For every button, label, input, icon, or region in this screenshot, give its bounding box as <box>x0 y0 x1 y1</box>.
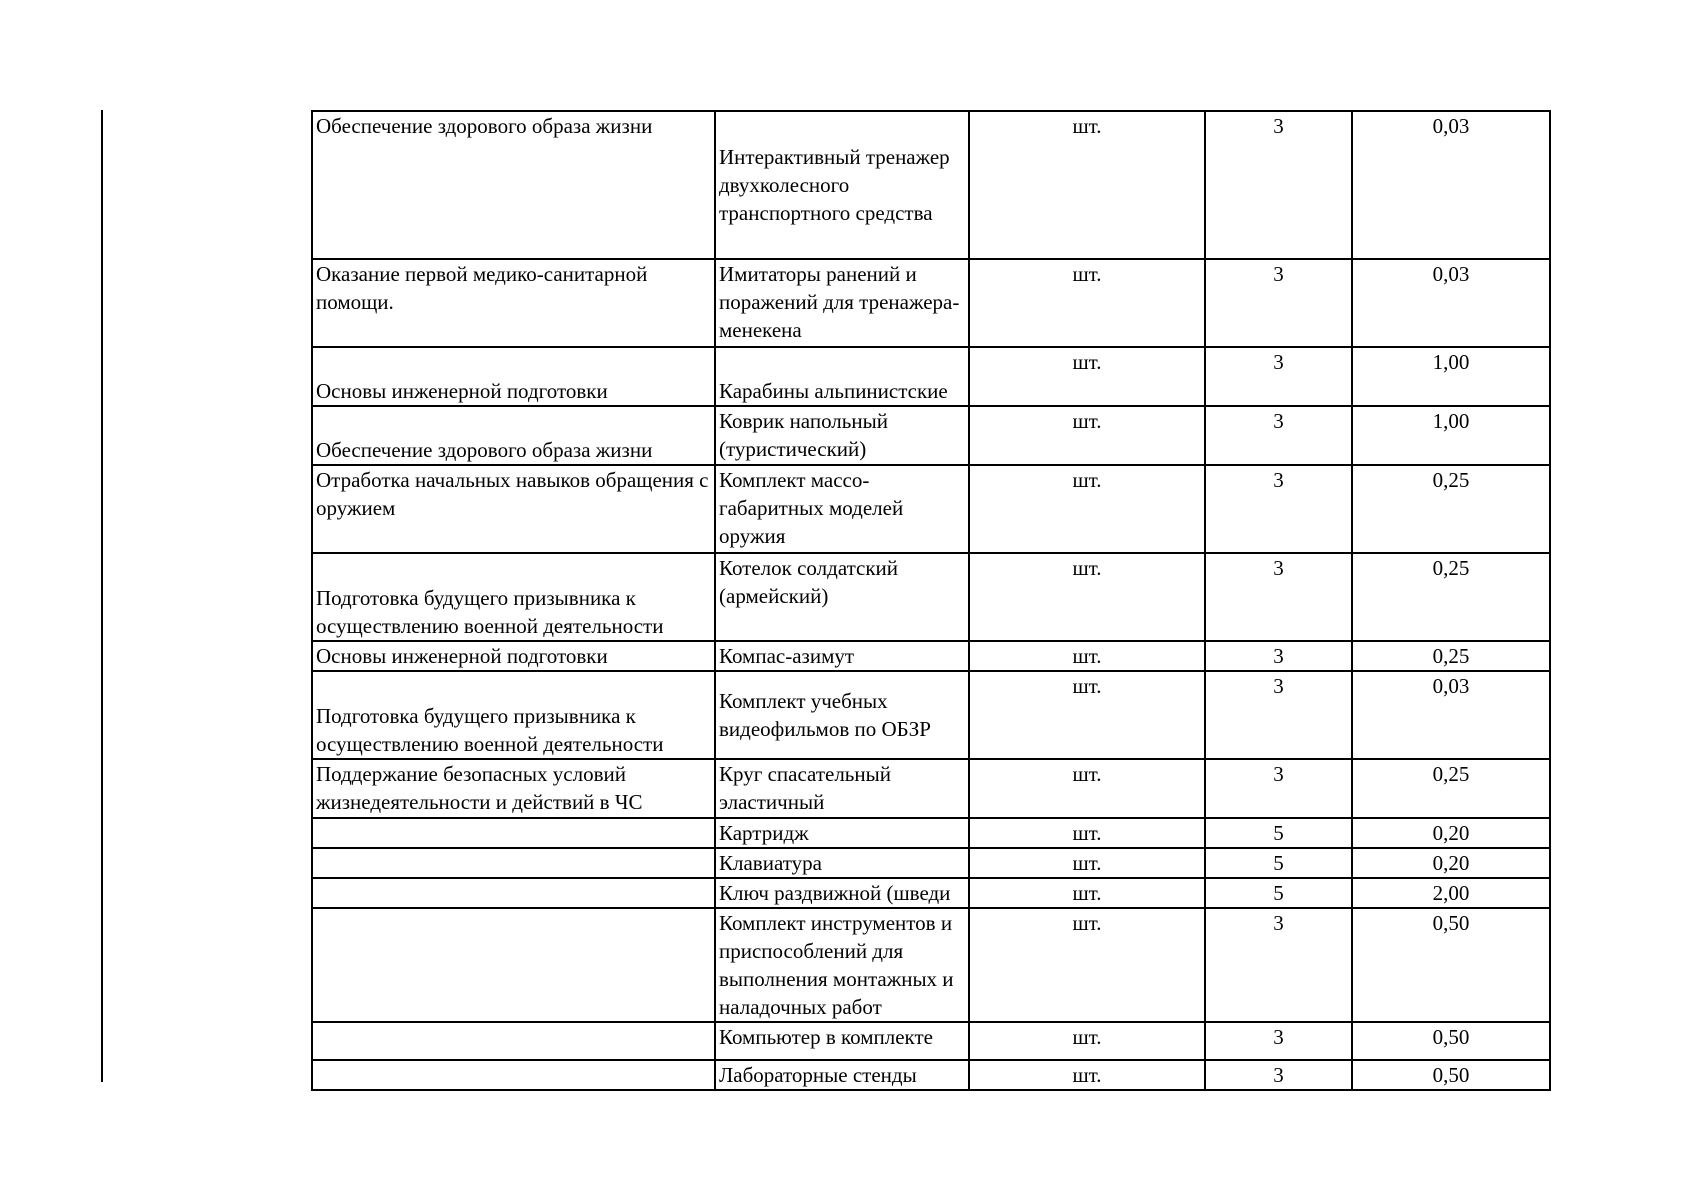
unit-cell: шт. <box>969 111 1205 259</box>
section-cell <box>312 1060 715 1090</box>
qty-cell: 3 <box>1205 1022 1352 1060</box>
unit-cell: шт. <box>969 818 1205 848</box>
unit-cell: шт. <box>969 406 1205 465</box>
qty-cell: 5 <box>1205 818 1352 848</box>
item-cell: Комплект учебных видеофильмов по ОБЗР <box>715 671 969 759</box>
table-row <box>312 1022 1550 1060</box>
table-row <box>312 259 1550 347</box>
item-cell: Котелок солдатский (армейский) <box>715 553 969 641</box>
item-cell: Картридж <box>715 818 969 848</box>
qty-cell: 3 <box>1205 908 1352 1022</box>
unit-cell: шт. <box>969 347 1205 406</box>
unit-cell: шт. <box>969 641 1205 671</box>
item-cell: Комплект инструментов и приспособлений для выполнения монтажных и наладочных работ <box>715 908 969 1022</box>
equipment-table <box>311 110 1551 1091</box>
unit-cell: шт. <box>969 908 1205 1022</box>
table-row <box>312 908 1550 1022</box>
item-cell: Имитаторы ранений и поражений для тренажера-менекена <box>715 259 969 347</box>
section-cell <box>312 1022 715 1060</box>
unit-cell: шт. <box>969 1060 1205 1090</box>
section-cell: Основы инженерной подготовки <box>312 641 715 671</box>
norm-cell: 0,50 <box>1352 1022 1550 1060</box>
norm-cell: 0,25 <box>1352 759 1550 818</box>
unit-cell: шт. <box>969 878 1205 908</box>
section-cell: Отработка начальных навыков обращения с оружием <box>312 465 715 553</box>
unit-cell: шт. <box>969 759 1205 818</box>
item-cell: Клавиатура <box>715 848 969 878</box>
qty-cell: 3 <box>1205 465 1352 553</box>
norm-cell: 1,00 <box>1352 347 1550 406</box>
section-cell: Подготовка будущего призывника к осуществлению военной деятельности <box>312 553 715 641</box>
section-cell: Обеспечение здорового образа жизни <box>312 406 715 465</box>
norm-cell: 1,00 <box>1352 406 1550 465</box>
page-margin-line <box>101 110 103 1082</box>
table-row <box>312 465 1550 553</box>
table-row <box>312 553 1550 641</box>
table-row <box>312 878 1550 908</box>
unit-cell: шт. <box>969 553 1205 641</box>
table-row <box>312 347 1550 406</box>
item-cell: Коврик напольный (туристический) <box>715 406 969 465</box>
qty-cell: 3 <box>1205 553 1352 641</box>
qty-cell: 5 <box>1205 878 1352 908</box>
norm-cell: 0,25 <box>1352 465 1550 553</box>
qty-cell: 3 <box>1205 671 1352 759</box>
unit-cell: шт. <box>969 671 1205 759</box>
item-cell: Карабины альпинистские <box>715 347 969 406</box>
section-cell <box>312 908 715 1022</box>
section-cell: Подготовка будущего призывника к осуществлению военной деятельности <box>312 671 715 759</box>
unit-cell: шт. <box>969 259 1205 347</box>
table-row <box>312 818 1550 848</box>
norm-cell: 2,00 <box>1352 878 1550 908</box>
norm-cell: 0,03 <box>1352 671 1550 759</box>
section-cell: Поддержание безопасных условий жизнедеятельности и действий в ЧС <box>312 759 715 818</box>
item-cell: Лабораторные стенды <box>715 1060 969 1090</box>
section-cell: Обеспечение здорового образа жизни <box>312 111 715 259</box>
item-cell: Интерактивный тренажер двухколесного транспортного средства <box>715 111 969 259</box>
qty-cell: 3 <box>1205 1060 1352 1090</box>
section-cell: Оказание первой медико-санитарной помощи. <box>312 259 715 347</box>
table-row <box>312 759 1550 818</box>
item-cell: Комплект массо-габаритных моделей оружия <box>715 465 969 553</box>
item-cell: Компас-азимут <box>715 641 969 671</box>
qty-cell: 3 <box>1205 259 1352 347</box>
table-row <box>312 406 1550 465</box>
qty-cell: 3 <box>1205 347 1352 406</box>
norm-cell: 0,25 <box>1352 553 1550 641</box>
item-cell: Ключ раздвижной (шведи <box>715 878 969 908</box>
norm-cell: 0,50 <box>1352 1060 1550 1090</box>
table-row <box>312 848 1550 878</box>
norm-cell: 0,20 <box>1352 818 1550 848</box>
norm-cell: 0,20 <box>1352 848 1550 878</box>
item-cell: Компьютер в комплекте <box>715 1022 969 1060</box>
qty-cell: 5 <box>1205 848 1352 878</box>
section-cell <box>312 848 715 878</box>
table-row <box>312 641 1550 671</box>
qty-cell: 3 <box>1205 759 1352 818</box>
unit-cell: шт. <box>969 848 1205 878</box>
qty-cell: 3 <box>1205 111 1352 259</box>
norm-cell: 0,50 <box>1352 908 1550 1022</box>
table-row <box>312 671 1550 759</box>
norm-cell: 0,03 <box>1352 259 1550 347</box>
norm-cell: 0,25 <box>1352 641 1550 671</box>
unit-cell: шт. <box>969 1022 1205 1060</box>
qty-cell: 3 <box>1205 641 1352 671</box>
table-row <box>312 111 1550 259</box>
section-cell <box>312 878 715 908</box>
norm-cell: 0,03 <box>1352 111 1550 259</box>
table-row <box>312 1060 1550 1090</box>
section-cell <box>312 818 715 848</box>
unit-cell: шт. <box>969 465 1205 553</box>
section-cell: Основы инженерной подготовки <box>312 347 715 406</box>
item-cell: Круг спасательный эластичный <box>715 759 969 818</box>
qty-cell: 3 <box>1205 406 1352 465</box>
